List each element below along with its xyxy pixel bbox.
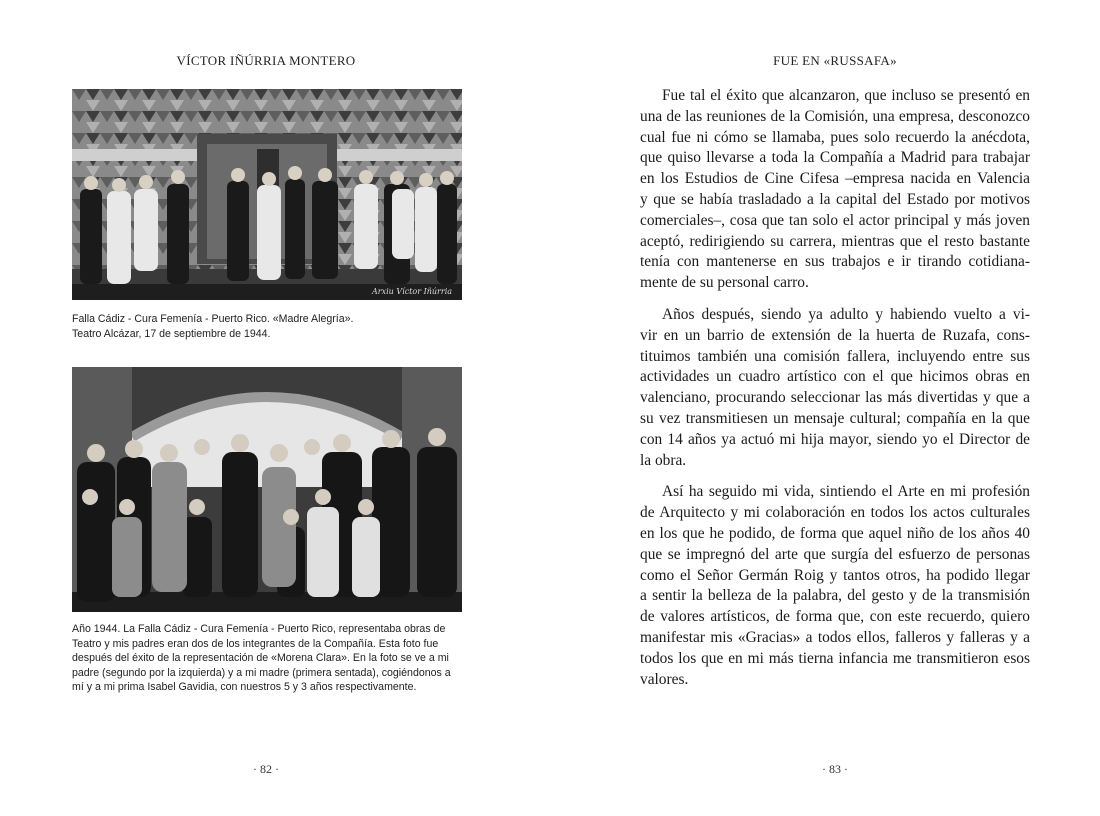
caption-line: Año 1944. La Falla Cádiz - Cura Femenía - Puerto Rico, representaba obras de <box>72 623 446 635</box>
right-page <box>550 0 1100 816</box>
text-line: Así ha seguido mi vida, sintiendo el Arte en mi profesión <box>662 483 1030 501</box>
caption-line: Teatro y mis padres eran dos de los integrantes de la Compañía. Esta foto fue <box>72 637 439 650</box>
text-line: de valores artísticos, de forma que, con este recuerdo, quiero <box>640 608 1030 626</box>
text-line: su vez transmitiesen un mensaje cultural; compañía en la que <box>640 409 1030 427</box>
text-line: que quiso llevarse a toda la Compañía a Madrid para trabajar <box>640 149 1030 167</box>
text-line: valenciano, procurando seleccionar las más divertidas y que a <box>640 389 1030 407</box>
caption-line: después del éxito de la representación de «Morena Clara». En la foto se ve a mi <box>72 652 449 665</box>
text-line: que se impregnó del arte que surgía del esfuerzo de personas <box>640 545 1030 563</box>
caption-line: mí y a mi prima Isabel Gavidia, con nuestros 5 y 3 años respectivamente. <box>72 681 417 694</box>
text-line: a sentir la belleza de la palabra, del gesto y de la transmisión <box>640 587 1030 605</box>
paragraph-1 <box>640 86 1030 294</box>
photo-caption-2 <box>72 622 464 695</box>
paragraph-2 <box>640 305 1030 471</box>
svg-text:Arxiu Víctor Iñúrria: Arxiu Víctor Iñúrria <box>372 287 453 296</box>
text-line: actividades un cuadro artístico con el que hicimos obras en <box>640 368 1030 386</box>
photo-madre-alegria-stage <box>72 89 462 300</box>
text-line: una de las reuniones de la Comisión, una empresa, desconozco <box>640 107 1030 125</box>
caption-line: Falla Cádiz - Cura Femenía - Puerto Rico. «Madre Alegría». <box>72 313 354 325</box>
text-line: y que se había trasladado a la capital del Estado por motivos <box>640 190 1030 208</box>
stage-photo-illustration <box>72 89 462 300</box>
text-line: vir en un barrio de extensión de la huerta de Ruzafa, cons- <box>640 326 1030 344</box>
text-line: manifestar mis «Gracias» a todos ellos, falleros y falleras y a <box>640 628 1030 646</box>
text-line: en los que he podido, de forma que aquel niño de los años 40 <box>640 524 1030 542</box>
text-line: de Arquitecto y mi colaboración en todos los actos culturales <box>640 504 1030 522</box>
text-line: como el Señor Germán Roig y tantos otros, ha podido llegar <box>640 566 1030 584</box>
running-head-author: VÍCTOR IÑÚRRIA MONTERO <box>176 53 356 68</box>
text-line: la obra. <box>640 451 687 469</box>
text-line: en los Estudios de Cine Cifesa –empresa nacida en Valencia <box>640 170 1030 188</box>
photo-morena-clara-group <box>72 367 462 612</box>
text-line: cual fue ni cómo se llamaba, pues solo recuerdo la anécdota, <box>640 128 1030 146</box>
page-number-right: · 83 · <box>822 762 848 776</box>
text-line: comerciales–, cosa que tan solo el actor principal y más joven <box>640 211 1030 229</box>
text-line: Años después, siendo ya adulto y habiendo vuelto a vi- <box>662 305 1030 323</box>
page-number-left: · 82 · <box>253 762 279 776</box>
text-line: tituimos también una comisión fallera, incluyendo entre sus <box>640 347 1030 365</box>
text-line: con 14 años ya actuó mi hija mayor, siendo yo el Director de <box>640 430 1030 448</box>
text-line: mente de su personal carro. <box>640 274 809 292</box>
caption-line: Teatro Alcázar, 17 de septiembre de 1944. <box>72 327 271 340</box>
body-text <box>640 86 1030 701</box>
running-head-title: FUE EN «RUSSAFA» <box>773 53 897 68</box>
photo-caption-1 <box>72 312 464 341</box>
text-line: tenía con mantenerse en sus trabajos e ir tirando cotidiana- <box>640 253 1030 271</box>
text-line: todos los que en mi más tierna infancia me transmitieron esos <box>640 649 1030 667</box>
group-photo-illustration <box>72 367 462 612</box>
caption-line: padre (segundo por la izquierda) y a mi madre (primera sentada), cogiéndonos a <box>72 666 451 679</box>
text-line: aceptó, redirigiendo su carrera, mientras que el resto bastante <box>640 232 1030 250</box>
text-line: valores. <box>640 670 689 688</box>
paragraph-3 <box>640 482 1030 690</box>
text-line: Fue tal el éxito que alcanzaron, que incluso se presentó en <box>662 87 1030 104</box>
